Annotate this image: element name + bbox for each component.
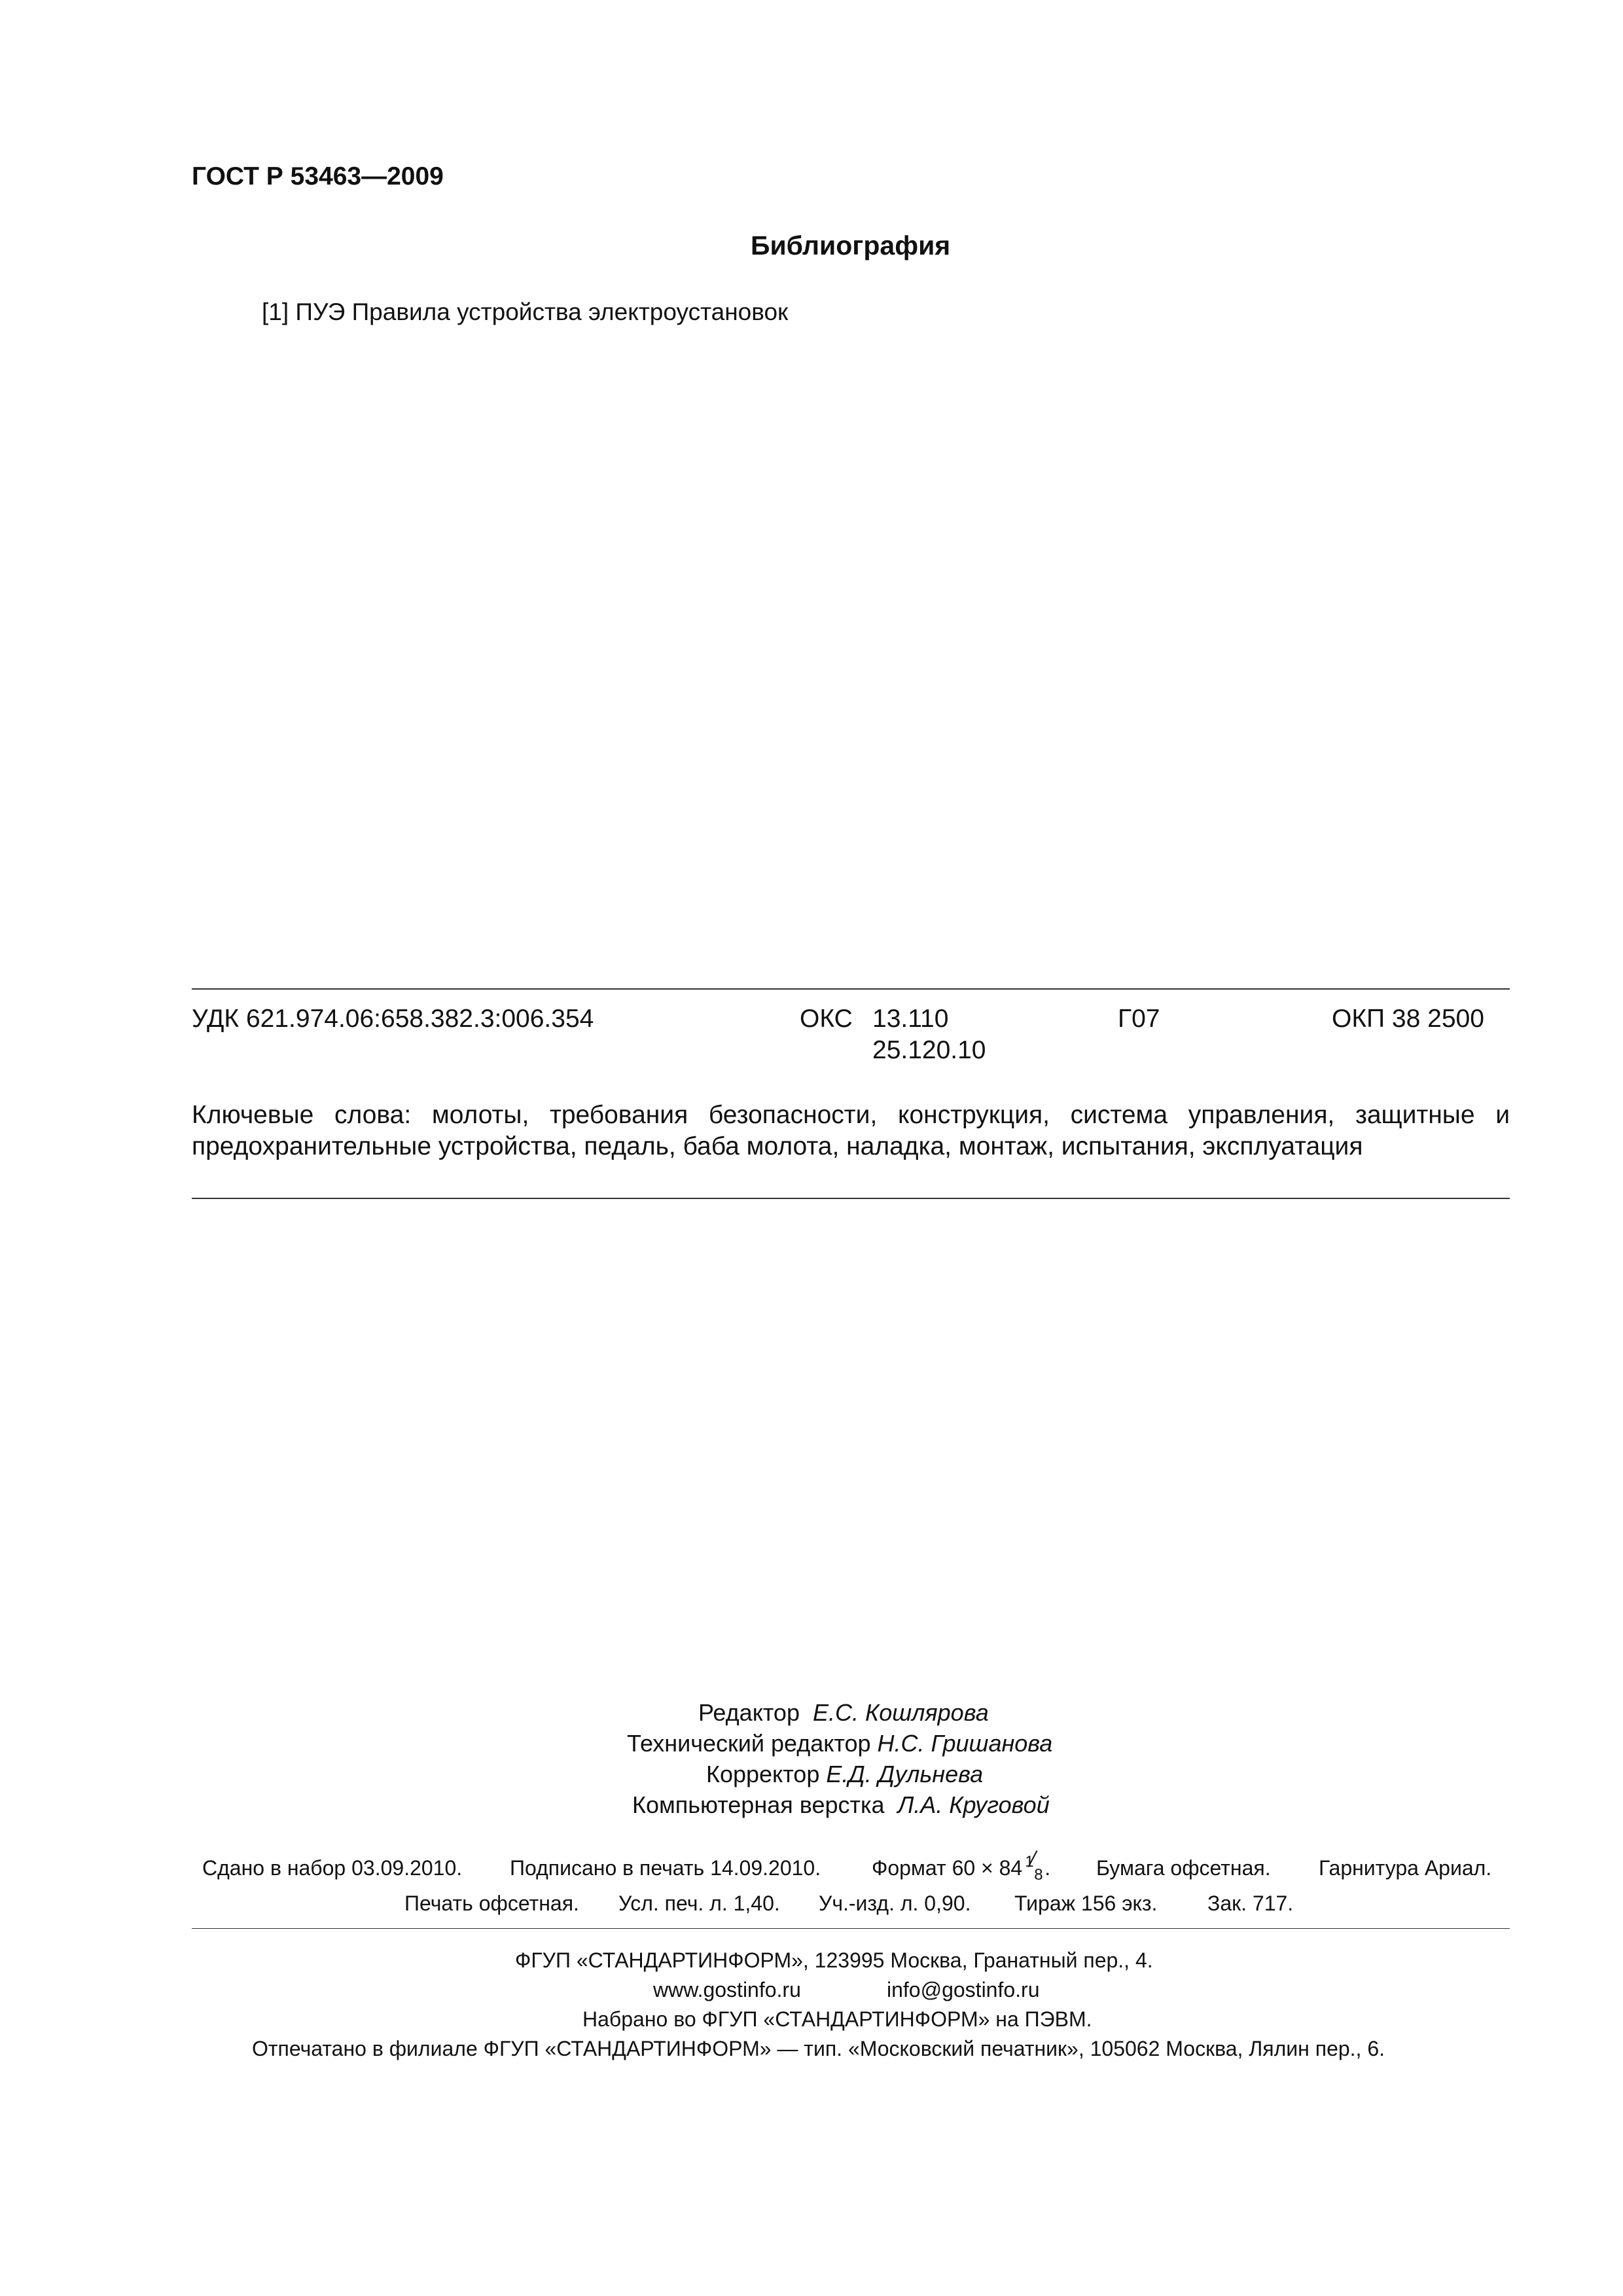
bibliography-title: Библиография [751, 230, 951, 260]
imprint-signed: Подписано в печать 14.09.2010. [510, 1856, 821, 1880]
divider-imprint [192, 1928, 1510, 1929]
credit-name: Н.С. Гришанова [877, 1730, 1053, 1757]
fraction-one-eighth: 1 8 [1022, 1857, 1044, 1883]
credit-editor [698, 1699, 989, 1727]
publisher-website: www.gostinfo.ru [653, 1978, 801, 2001]
credit-corrector [706, 1761, 983, 1788]
imprint-typeface: Гарнитура Ариал. [1319, 1856, 1492, 1880]
divider-top [192, 988, 1510, 990]
oks-code-1: 13.110 [872, 1005, 949, 1033]
udk-code: УДК 621.974.06:658.382.3:006.354 [192, 1005, 594, 1033]
typeset-note: Набрано во ФГУП «СТАНДАРТИНФОРМ» на ПЭВМ. [582, 2007, 1092, 2031]
divider-keywords [192, 1198, 1510, 1199]
credit-name: Е.Д. Дульнева [826, 1761, 984, 1787]
group-code: Г07 [1118, 1005, 1160, 1033]
credit-name: Л.А. Круговой [897, 1791, 1050, 1818]
imprint-tirazh: Тираж 156 экз. [1014, 1892, 1158, 1915]
keywords-text: Ключевые слова: молоты, требования безопасности, конструкция, система управления, защитные и предохранительные устройства, педаль, баба молота, наладка, монтаж, испытания, эксплуатация [192, 1101, 1510, 1160]
credit-tech-editor [627, 1730, 1052, 1757]
oks-label: ОКС [800, 1005, 853, 1033]
imprint-printing: Печать офсетная. [404, 1892, 579, 1915]
imprint-order: Зак. 717. [1207, 1892, 1294, 1915]
imprint-paper: Бумага офсетная. [1096, 1856, 1271, 1880]
credit-role: Редактор [698, 1699, 800, 1726]
credit-name: Е.С. Кошлярова [812, 1699, 989, 1726]
okp-code: ОКП 38 2500 [1332, 1005, 1484, 1033]
imprint-typeset: Сдано в набор 03.09.2010. [202, 1856, 463, 1880]
credit-layout [632, 1791, 1050, 1819]
imprint-uch: Уч.-изд. л. 0,90. [819, 1892, 971, 1915]
publisher-email: info@gostinfo.ru [887, 1978, 1040, 2001]
imprint-usl: Усл. печ. л. 1,40. [618, 1892, 780, 1915]
credit-role: Корректор [706, 1761, 820, 1787]
credit-role: Компьютерная верстка [632, 1791, 885, 1818]
publisher-address: ФГУП «СТАНДАРТИНФОРМ», 123995 Москва, Гранатный пер., 4. [515, 1948, 1153, 1972]
oks-code-2: 25.120.10 [872, 1036, 986, 1064]
standard-id: ГОСТ Р 53463—2009 [192, 162, 444, 190]
imprint-format: Формат 60 × 84 1 8 . [872, 1856, 1050, 1883]
printed-note: Отпечатано в филиале ФГУП «СТАНДАРТИНФОРМ» — тип. «Московский печатник», 105062 Москва, Лялин пер., 6. [252, 2037, 1385, 2060]
credit-role: Технический редактор [627, 1730, 871, 1757]
bibliography-item: [1] ПУЭ Правила устройства электроустановок [262, 298, 789, 325]
